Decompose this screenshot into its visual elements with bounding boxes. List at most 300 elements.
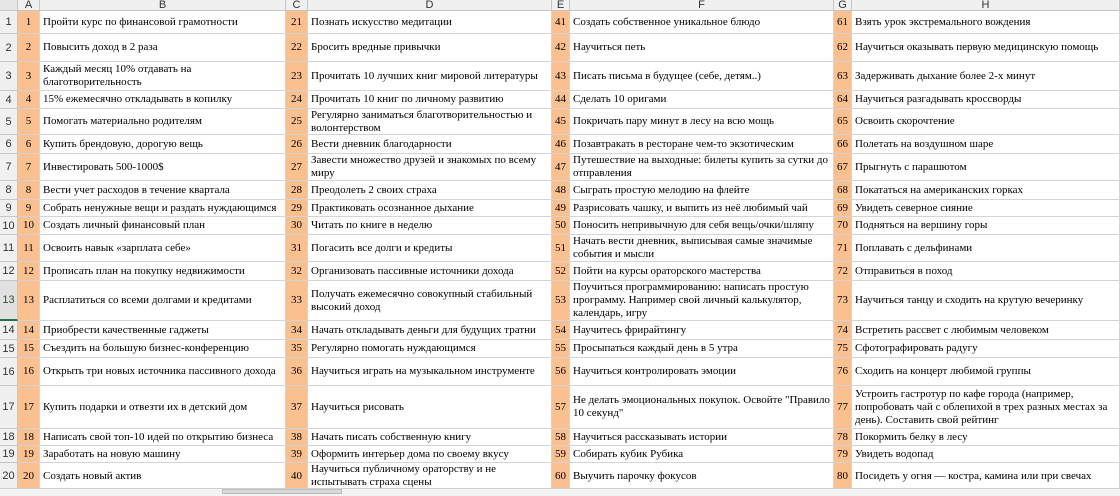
goal-number: 27 (291, 160, 302, 173)
goal-number: 62 (837, 41, 848, 53)
goal-text: Начать откладывать деньги для будущих тратни (311, 323, 536, 336)
goal-number-cell[interactable] (286, 135, 308, 154)
goal-number-cell[interactable] (18, 235, 40, 262)
goal-text-cell[interactable] (570, 91, 834, 109)
goal-text-cell[interactable] (308, 235, 552, 262)
goal-number: 37 (291, 400, 302, 413)
goal-number-cell[interactable] (834, 321, 852, 340)
goal-text-cell[interactable] (308, 463, 552, 490)
row-header-8[interactable]: 8 (0, 181, 18, 200)
goal-text: Познать искусство медитации (311, 15, 452, 28)
goal-text: Подняться на вершину горы (855, 219, 988, 231)
goal-number-cell[interactable] (18, 154, 40, 181)
goal-text-cell[interactable] (852, 154, 1120, 181)
goal-text: Начать вести дневник, выписывая самые значимые события и мысли (573, 235, 813, 260)
goal-text: Научиться играть на музыкальном инструменте (311, 365, 535, 377)
goal-text-cell[interactable] (570, 446, 834, 463)
goal-number-cell[interactable] (552, 135, 570, 154)
goal-text-cell[interactable] (570, 321, 834, 340)
goal-text: Преодолеть 2 своих страха (311, 183, 437, 196)
goal-number: 24 (291, 93, 302, 105)
goal-text-cell[interactable] (852, 463, 1120, 490)
goal-text-cell[interactable] (40, 34, 286, 62)
goal-number: 26 (291, 137, 302, 150)
goal-number-cell[interactable] (286, 11, 308, 34)
goal-text-cell[interactable] (570, 217, 834, 235)
goal-text: Вести учет расходов в течение квартала (43, 183, 230, 196)
goal-number: 1 (25, 15, 32, 28)
goal-number-cell[interactable] (286, 181, 308, 200)
goal-number-cell[interactable] (286, 62, 308, 91)
goal-text-cell[interactable] (40, 321, 286, 340)
goal-text: 15% ежемесячно откладывать в копилку (43, 93, 233, 105)
goal-text-cell[interactable] (852, 217, 1120, 235)
goal-text-cell[interactable] (40, 358, 286, 386)
goal-number-cell[interactable] (552, 429, 570, 446)
row-header-7[interactable]: 7 (0, 154, 18, 181)
goal-number: 49 (555, 201, 566, 214)
goal-text-cell[interactable] (570, 109, 834, 135)
goal-number: 76 (837, 365, 848, 377)
goal-number-cell[interactable] (552, 154, 570, 181)
goal-number: 80 (837, 469, 848, 482)
goal-number-cell[interactable] (552, 321, 570, 340)
goal-number: 19 (23, 447, 34, 460)
goal-number-cell[interactable] (834, 135, 852, 154)
goal-text: Каждый месяц 10% отдавать на благотворительность (43, 63, 192, 88)
goal-number-cell[interactable] (834, 386, 852, 429)
goal-number-cell[interactable] (18, 109, 40, 135)
goal-number: 74 (837, 323, 848, 336)
goal-text-cell[interactable] (308, 181, 552, 200)
goal-number: 44 (555, 93, 566, 105)
goal-text-cell[interactable] (570, 181, 834, 200)
goal-text-cell[interactable] (308, 154, 552, 181)
goal-number-cell[interactable] (834, 262, 852, 281)
goal-text-cell[interactable] (308, 217, 552, 235)
goal-text-cell[interactable] (852, 358, 1120, 386)
goal-text: Научиться разгадывать кроссворды (855, 93, 1022, 105)
row-header-19[interactable]: 19 (0, 446, 18, 463)
goal-number-cell[interactable] (552, 109, 570, 135)
goal-number: 61 (837, 15, 848, 28)
goal-text: Купить подарки и отвезти их в детский дом (43, 400, 248, 413)
goal-number: 43 (555, 69, 566, 82)
goal-number: 42 (555, 41, 566, 53)
goal-number: 63 (837, 69, 848, 82)
goal-text-cell[interactable] (570, 200, 834, 217)
goal-number-cell[interactable] (552, 217, 570, 235)
goal-text: Вести дневник благодарности (311, 137, 452, 150)
goal-number: 5 (25, 115, 32, 127)
goal-number-cell[interactable] (18, 386, 40, 429)
goal-number-cell[interactable] (18, 321, 40, 340)
goal-text-cell[interactable] (852, 62, 1120, 91)
goal-text-cell[interactable] (570, 135, 834, 154)
goal-text-cell[interactable] (308, 262, 552, 281)
goal-text-cell[interactable] (308, 91, 552, 109)
goal-text-cell[interactable] (570, 11, 834, 34)
goal-number-cell[interactable] (834, 446, 852, 463)
goal-number-cell[interactable] (286, 262, 308, 281)
goal-number-cell[interactable] (286, 200, 308, 217)
goal-number-cell[interactable] (834, 62, 852, 91)
goal-number: 20 (23, 469, 34, 482)
goal-number-cell[interactable] (286, 235, 308, 262)
goal-text-cell[interactable] (40, 340, 286, 358)
goal-text: Собрать ненужные вещи и раздать нуждающимся (43, 201, 277, 214)
goal-text: Позавтракать в ресторане чем-то экзотическим (573, 137, 794, 150)
goal-number-cell[interactable] (286, 217, 308, 235)
column-header-d[interactable]: D (308, 0, 552, 11)
goal-number: 8 (25, 183, 32, 196)
row-header-20[interactable]: 20 (0, 463, 18, 490)
goal-number: 14 (23, 323, 34, 336)
goal-number-cell[interactable] (834, 235, 852, 262)
goal-number: 10 (23, 219, 34, 231)
goal-text-cell[interactable] (852, 109, 1120, 135)
goal-number-cell[interactable] (286, 109, 308, 135)
goal-number: 66 (837, 137, 848, 150)
row-header-5[interactable]: 5 (0, 109, 18, 135)
goal-number-cell[interactable] (552, 340, 570, 358)
goal-number: 30 (291, 219, 302, 231)
goal-text-cell[interactable] (40, 281, 286, 321)
goal-number: 72 (837, 264, 848, 277)
column-header-a[interactable]: A (18, 0, 40, 11)
goal-number: 18 (23, 430, 34, 443)
goal-text: Научиться публичному ораторству и не испытывать страха сцены (311, 463, 496, 488)
goal-number-cell[interactable] (286, 429, 308, 446)
goal-text-cell[interactable] (308, 62, 552, 91)
goal-text: Освоить скорочтение (855, 115, 955, 127)
goal-text: Научиться танцу и сходить на крутую вечеринку (855, 294, 1084, 306)
goal-number-cell[interactable] (18, 200, 40, 217)
goal-text: Прочитать 10 книг по личному развитию (311, 93, 504, 105)
goal-text: Покричать пару минут в лесу на всю мощь (573, 115, 775, 127)
goal-number: 77 (837, 400, 848, 413)
goal-text-cell[interactable] (308, 429, 552, 446)
column-header-f[interactable]: F (570, 0, 834, 11)
goal-number-cell[interactable] (552, 262, 570, 281)
goal-number-cell[interactable] (18, 135, 40, 154)
goal-text-cell[interactable] (852, 340, 1120, 358)
goal-number: 68 (837, 183, 848, 196)
goal-number: 3 (25, 69, 32, 82)
goal-text: Пойти на курсы ораторского мастерства (573, 264, 761, 277)
goal-text-cell[interactable] (40, 463, 286, 490)
goal-text-cell[interactable] (40, 11, 286, 34)
goal-text: Сыграть простую мелодию на флейте (573, 183, 750, 196)
goal-number: 54 (555, 323, 566, 336)
column-header-b[interactable]: B (40, 0, 286, 11)
goal-number-cell[interactable] (552, 386, 570, 429)
column-header-e[interactable]: E (552, 0, 570, 11)
goal-number: 2 (25, 41, 32, 53)
goal-text: Получать ежемесячно совокупный стабильный высокий доход (311, 287, 533, 313)
goal-number-cell[interactable] (18, 62, 40, 91)
goal-text-cell[interactable] (570, 340, 834, 358)
goal-number-cell[interactable] (18, 446, 40, 463)
goal-text: Практиковать осознанное дыхание (311, 201, 474, 214)
goal-number-cell[interactable] (834, 200, 852, 217)
goal-text-cell[interactable] (40, 200, 286, 217)
goal-text-cell[interactable] (308, 321, 552, 340)
goal-number-cell[interactable] (18, 34, 40, 62)
goal-text-cell[interactable] (852, 321, 1120, 340)
goal-number: 12 (23, 264, 34, 277)
goal-text-cell[interactable] (308, 340, 552, 358)
row-header-16[interactable]: 16 (0, 358, 18, 386)
row-header-15[interactable]: 15 (0, 340, 18, 358)
goal-text-cell[interactable] (308, 34, 552, 62)
goal-number-cell[interactable] (18, 217, 40, 235)
goal-text: Поучиться программированию: написать простую программу. Например свой личный калькулятор, календарь, игру (573, 281, 809, 319)
goal-number-cell[interactable] (834, 217, 852, 235)
goal-number: 7 (25, 160, 32, 173)
row-header-10[interactable]: 10 (0, 217, 18, 235)
goal-text-cell[interactable] (570, 262, 834, 281)
goal-number: 75 (837, 342, 848, 354)
row-header-13[interactable]: 13 (0, 281, 18, 321)
row-header-12[interactable]: 12 (0, 262, 18, 281)
goal-text-cell[interactable] (852, 429, 1120, 446)
goal-text-cell[interactable] (570, 463, 834, 490)
goal-text-cell[interactable] (570, 281, 834, 321)
goal-text: Создать новый актив (43, 469, 142, 482)
goal-text: Оформить интерьер дома по своему вкусу (311, 447, 509, 460)
goal-number-cell[interactable] (552, 200, 570, 217)
goal-text-cell[interactable] (40, 91, 286, 109)
goal-number-cell[interactable] (286, 321, 308, 340)
goal-number: 23 (291, 69, 302, 82)
goal-number: 32 (291, 264, 302, 277)
goal-number-cell[interactable] (834, 181, 852, 200)
goal-text-cell[interactable] (852, 11, 1120, 34)
row-header-9[interactable]: 9 (0, 200, 18, 217)
goal-text-cell[interactable] (308, 446, 552, 463)
row-header-18[interactable]: 18 (0, 429, 18, 446)
goal-number: 73 (837, 294, 848, 306)
goal-text: Увидеть северное сияние (855, 201, 973, 214)
goal-text-cell[interactable] (40, 262, 286, 281)
goal-text: Разрисовать чашку, и выпить из неё любимый чай (573, 201, 808, 214)
goal-text: Помогать материально родителям (43, 115, 202, 127)
goal-text-cell[interactable] (308, 358, 552, 386)
goal-text-cell[interactable] (40, 62, 286, 91)
goal-number-cell[interactable] (286, 154, 308, 181)
goal-text: Читать по книге в неделю (311, 219, 433, 231)
goal-number-cell[interactable] (286, 446, 308, 463)
goal-number: 58 (555, 430, 566, 443)
goal-number-cell[interactable] (18, 340, 40, 358)
row-header-11[interactable]: 11 (0, 235, 18, 262)
goal-text: Увидеть водопад (855, 447, 934, 460)
row-header-14[interactable]: 14 (0, 321, 18, 340)
goal-text-cell[interactable] (308, 200, 552, 217)
goal-text: Не делать эмоциональных покупок. Освойте "Правило 10 секунд" (573, 394, 830, 419)
goal-text-cell[interactable] (852, 262, 1120, 281)
goal-number-cell[interactable] (18, 91, 40, 109)
goal-text-cell[interactable] (40, 217, 286, 235)
goal-number: 39 (291, 447, 302, 460)
goal-number-cell[interactable] (552, 235, 570, 262)
goal-text-cell[interactable] (40, 386, 286, 429)
goal-number: 47 (555, 160, 566, 173)
row-header-3[interactable]: 3 (0, 62, 18, 91)
goal-text: Научитесь фрирайтингу (573, 323, 687, 336)
goal-text-cell[interactable] (852, 281, 1120, 321)
goal-number-cell[interactable] (18, 11, 40, 34)
goal-text: Писать письма в будущее (себе, детям..) (573, 69, 761, 82)
column-header-c[interactable]: C (286, 0, 308, 11)
goal-number: 56 (555, 365, 566, 377)
goal-text-cell[interactable] (852, 200, 1120, 217)
goal-number-cell[interactable] (552, 62, 570, 91)
goal-number-cell[interactable] (834, 34, 852, 62)
row-header-1[interactable]: 1 (0, 11, 18, 34)
goal-number-cell[interactable] (834, 340, 852, 358)
goal-text: Погасить все долги и кредиты (311, 241, 453, 254)
goal-text-cell[interactable] (40, 235, 286, 262)
goal-number-cell[interactable] (834, 281, 852, 321)
goal-number-cell[interactable] (18, 181, 40, 200)
goal-number-cell[interactable] (552, 11, 570, 34)
goal-number: 25 (291, 115, 302, 127)
goal-number: 53 (555, 294, 566, 306)
goal-number-cell[interactable] (552, 91, 570, 109)
goal-number: 40 (291, 469, 302, 482)
goal-text-cell[interactable] (40, 135, 286, 154)
column-header-g[interactable]: G (834, 0, 852, 11)
goal-text-cell[interactable] (308, 386, 552, 429)
goal-number: 60 (555, 469, 566, 482)
goal-text: Устроить гастротур по кафе города (например, попробовать чай с облепихой в трех разных местах за день). Составить свой рейтинг (855, 387, 1108, 426)
horizontal-scrollbar[interactable] (222, 489, 342, 494)
goal-number-cell[interactable] (18, 463, 40, 490)
goal-text-cell[interactable] (570, 358, 834, 386)
goal-number-cell[interactable] (286, 358, 308, 386)
goal-number-cell[interactable] (834, 11, 852, 34)
goal-number: 13 (23, 294, 34, 306)
goal-number-cell[interactable] (552, 34, 570, 62)
goal-number-cell[interactable] (552, 446, 570, 463)
goal-text-cell[interactable] (852, 135, 1120, 154)
goal-text: Написать свой топ-10 идей по открытию бизнеса (43, 430, 274, 443)
goal-text-cell[interactable] (852, 386, 1120, 429)
goal-text: Регулярно заниматься благотворительностью и волонтерством (311, 109, 533, 134)
goal-text: Прыгнуть с парашютом (855, 160, 967, 173)
goal-text: Задерживать дыхание более 2-х минут (855, 69, 1036, 82)
goal-text-cell[interactable] (40, 181, 286, 200)
goal-text: Просыпаться каждый день в 5 утра (573, 342, 738, 354)
goal-number-cell[interactable] (286, 281, 308, 321)
goal-text-cell[interactable] (852, 91, 1120, 109)
goal-text-cell[interactable] (570, 62, 834, 91)
goal-number: 36 (291, 365, 302, 377)
goal-number-cell[interactable] (834, 358, 852, 386)
row-header-6[interactable]: 6 (0, 135, 18, 154)
column-header-h[interactable]: H (852, 0, 1120, 11)
goal-text: Съездить на большую бизнес-конференцию (43, 342, 250, 354)
goal-number: 38 (291, 430, 302, 443)
goal-text: Прочитать 10 лучших книг мировой литературы (311, 69, 538, 82)
goal-text-cell[interactable] (308, 11, 552, 34)
goal-number-cell[interactable] (834, 154, 852, 181)
goal-number-cell[interactable] (18, 358, 40, 386)
goal-number-cell[interactable] (286, 340, 308, 358)
goal-text: Взять урок экстремального вождения (855, 15, 1031, 28)
goal-text: Собирать кубик Рубика (573, 447, 684, 460)
goal-number-cell[interactable] (552, 281, 570, 321)
goal-number: 64 (837, 93, 848, 105)
select-all-corner[interactable] (0, 0, 18, 11)
goal-text-cell[interactable] (852, 446, 1120, 463)
goal-number-cell[interactable] (834, 91, 852, 109)
goal-text-cell[interactable] (570, 34, 834, 62)
goal-number-cell[interactable] (286, 91, 308, 109)
goal-number-cell[interactable] (18, 429, 40, 446)
goal-text-cell[interactable] (40, 429, 286, 446)
goal-number-cell[interactable] (834, 463, 852, 490)
goal-number-cell[interactable] (834, 109, 852, 135)
row-header-2[interactable]: 2 (0, 34, 18, 62)
goal-text-cell[interactable] (308, 281, 552, 321)
goal-text-cell[interactable] (852, 34, 1120, 62)
goal-number: 65 (837, 115, 848, 127)
goal-text-cell[interactable] (570, 154, 834, 181)
goal-number: 4 (25, 93, 32, 105)
goal-number: 17 (23, 400, 34, 413)
goal-number-cell[interactable] (18, 281, 40, 321)
goal-text: Прописать план на покупку недвижимости (43, 264, 245, 277)
goal-text-cell[interactable] (570, 235, 834, 262)
goal-number-cell[interactable] (552, 463, 570, 490)
row-header-4[interactable]: 4 (0, 91, 18, 109)
goal-text: Научиться рисовать (311, 400, 404, 413)
goal-number-cell[interactable] (286, 34, 308, 62)
goal-number: 67 (837, 160, 848, 173)
goal-text: Создать собственное уникальное блюдо (573, 15, 761, 28)
goal-number: 9 (25, 201, 32, 214)
goal-number-cell[interactable] (552, 181, 570, 200)
goal-number-cell[interactable] (286, 463, 308, 490)
goal-number-cell[interactable] (552, 358, 570, 386)
goal-text-cell[interactable] (570, 386, 834, 429)
row-header-17[interactable]: 17 (0, 386, 18, 429)
goal-text: Завести множество друзей и знакомых по всему миру (311, 154, 537, 179)
goal-number: 69 (837, 201, 848, 214)
goal-number-cell[interactable] (286, 386, 308, 429)
goal-text-cell[interactable] (308, 109, 552, 135)
goal-text: Сделать 10 оригами (573, 93, 667, 105)
goal-number-cell[interactable] (18, 262, 40, 281)
goal-text-cell[interactable] (852, 235, 1120, 262)
goal-text-cell[interactable] (40, 154, 286, 181)
goal-text-cell[interactable] (40, 446, 286, 463)
goal-number: 31 (291, 241, 302, 254)
goal-number: 78 (837, 430, 848, 443)
goal-text-cell[interactable] (852, 181, 1120, 200)
goal-number: 45 (555, 115, 566, 127)
goal-number: 21 (291, 15, 302, 28)
goal-text-cell[interactable] (40, 109, 286, 135)
goal-text: Покататься на американских горках (855, 183, 1024, 196)
goal-number-cell[interactable] (834, 429, 852, 446)
goal-text: Инвестировать 500-1000$ (43, 160, 164, 173)
goal-text-cell[interactable] (308, 135, 552, 154)
goal-text-cell[interactable] (570, 429, 834, 446)
